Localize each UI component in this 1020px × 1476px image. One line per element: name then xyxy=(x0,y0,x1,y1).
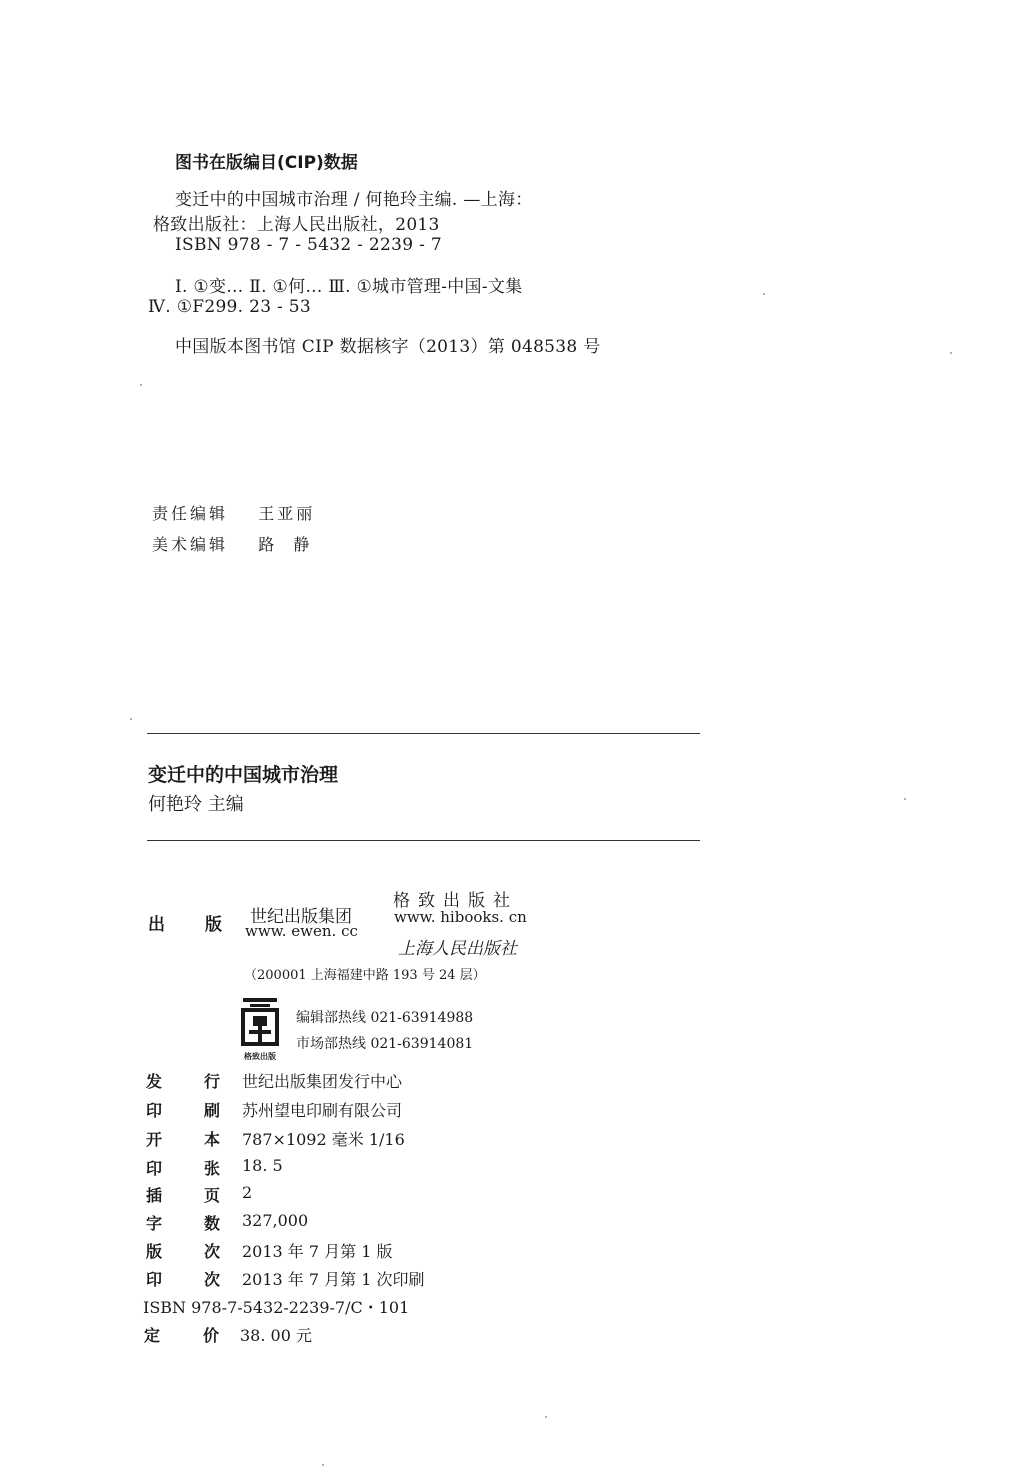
detail-value: 2013 年 7 月第 1 版 xyxy=(242,1242,393,1261)
detail-value: 2 xyxy=(242,1183,253,1202)
label-publish-1: 出 xyxy=(148,915,165,935)
label-price-2: 价 xyxy=(203,1326,220,1345)
detail-value: 18. 5 xyxy=(242,1156,283,1175)
price-value: 38. 00 元 xyxy=(240,1326,312,1345)
scan-speck xyxy=(950,352,952,354)
gezhi-logo-icon xyxy=(240,996,280,1061)
credit-person: 路 静 xyxy=(258,535,313,554)
imprint-gezhi-url: www. hibooks. cn xyxy=(394,908,527,926)
detail-label-1: 插 xyxy=(146,1186,163,1205)
book-title: 变迁中的中国城市治理 xyxy=(148,764,339,786)
detail-value: 787×1092 毫米 1/16 xyxy=(242,1130,405,1149)
detail-value: 苏州望电印刷有限公司 xyxy=(242,1101,403,1120)
detail-value: 327,000 xyxy=(242,1211,309,1230)
credit-responsible-editor xyxy=(152,501,315,524)
detail-label-1: 印 xyxy=(146,1101,163,1120)
publisher-address: （200001 上海福建中路 193 号 24 层） xyxy=(244,968,486,983)
detail-label-1: 发 xyxy=(146,1072,163,1091)
isbn-full: ISBN 978-7-5432-2239-7/C・101 xyxy=(143,1298,410,1317)
scan-speck xyxy=(904,798,906,800)
hotline-market: 市场部热线 021-63914081 xyxy=(296,1036,474,1052)
cip-line-3: ISBN 978 - 7 - 5432 - 2239 - 7 xyxy=(175,235,442,255)
detail-value: 世纪出版集团发行中心 xyxy=(242,1072,403,1091)
group-url: www. ewen. cc xyxy=(245,922,358,940)
detail-label-1: 印 xyxy=(146,1159,163,1178)
divider-bottom xyxy=(147,840,700,841)
cip-line-5: Ⅳ. ①F299. 23 - 53 xyxy=(148,297,311,317)
detail-label-1: 印 xyxy=(146,1270,163,1289)
detail-label-1: 字 xyxy=(146,1214,163,1233)
credit-art-editor xyxy=(152,532,312,555)
detail-label-2: 数 xyxy=(204,1214,221,1233)
detail-label-2: 行 xyxy=(204,1072,221,1091)
credit-role: 责任编辑 xyxy=(152,504,229,523)
detail-label-2: 次 xyxy=(204,1270,221,1289)
detail-value: 2013 年 7 月第 1 次印刷 xyxy=(242,1270,425,1289)
imprint-gezhi: 格致出版社 xyxy=(393,891,518,911)
label-price-1: 定 xyxy=(144,1326,161,1345)
cip-line-1: 变迁中的中国城市治理 / 何艳玲主编. —上海： xyxy=(175,190,533,210)
cip-line-6: 中国版本图书馆 CIP 数据核字（2013）第 048538 号 xyxy=(175,337,601,357)
book-editor: 何艳玲 主编 xyxy=(148,794,244,815)
detail-label-2: 本 xyxy=(204,1130,221,1149)
detail-label-2: 张 xyxy=(204,1159,221,1178)
scan-speck xyxy=(763,293,765,295)
imprint-renmin: 上海人民出版社 xyxy=(398,939,517,959)
label-publish-2: 版 xyxy=(205,915,222,935)
cip-line-2: 格致出版社：上海人民出版社，2013 xyxy=(153,215,440,235)
logo-caption: 格致出版 xyxy=(244,1052,276,1061)
scan-speck xyxy=(130,718,132,720)
scan-speck xyxy=(140,384,142,386)
cip-heading: 图书在版编目(CIP)数据 xyxy=(175,153,358,173)
credit-role: 美术编辑 xyxy=(152,535,229,554)
hotline-editorial: 编辑部热线 021-63914988 xyxy=(296,1010,474,1026)
divider-top xyxy=(147,733,700,734)
scan-speck xyxy=(545,1416,547,1418)
cip-line-4: Ⅰ. ①变… Ⅱ. ①何… Ⅲ. ①城市管理-中国-文集 xyxy=(175,277,523,297)
detail-label-1: 开 xyxy=(146,1130,163,1149)
detail-label-2: 刷 xyxy=(204,1101,221,1120)
detail-label-2: 页 xyxy=(204,1186,221,1205)
credit-person: 王亚丽 xyxy=(258,504,316,523)
detail-label-1: 版 xyxy=(146,1242,163,1261)
scan-speck xyxy=(322,1464,324,1466)
group-name: 世纪出版集团 xyxy=(250,907,352,927)
detail-label-2: 次 xyxy=(204,1242,221,1261)
